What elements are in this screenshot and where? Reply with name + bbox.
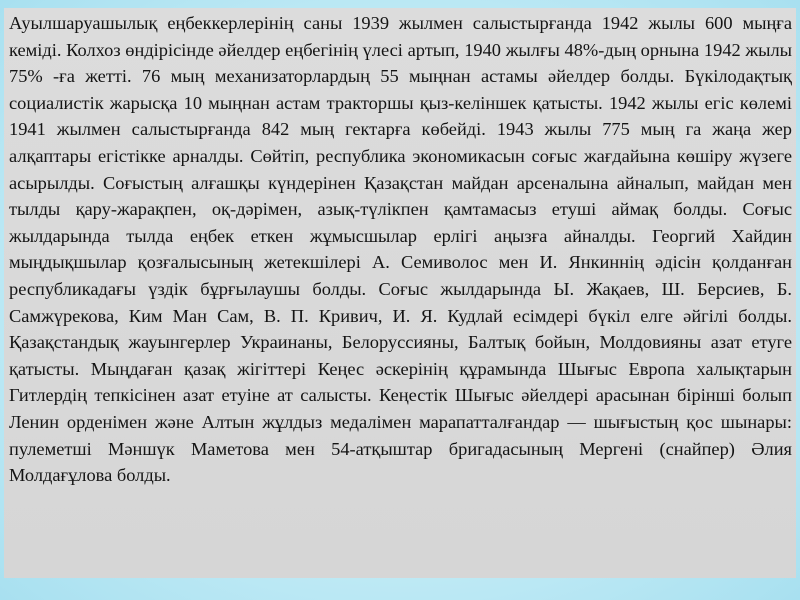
slide-body-text: Ауылшаруашылық еңбеккерлерінің саны 1939 жылмен салыстырғанда 1942 жылы 600 мыңға кеміді. Колхоз өндірісінде әйелдер еңбегінің үлесі артып, 1940 жылғы 48%-дың орнына 1942 жылы 75% -ға жетті. 76 мың механизаторлардың 55 мыңнан астамы әйелдер болды. Бүкілодақтық социалистік жарысқа 10 мыңнан астам тракторшы қыз-келіншек қатысты. 1942 жылы егіс көлемі 1941 жылмен салыстырғанда 842 мың гектарға көбейді. 1943 жылы 775 мың га жаңа жер алқаптары егістікке арналды. Сөйтіп, республика экономикасын соғыс жағдайына көшіру жүзеге асырылды. Соғыстың алғашқы күндерінен Қазақстан майдан арсеналына айналып, майдан мен тылды қару-жарақпен, оқ-дәрімен, азық-түлікпен қамтамасыз етуші аймақ болды. Соғыс жылдарында тылда еңбек еткен жұмысшылар ерлігі аңызға айналды. Георгий Хайдин мыңдықшылар қозғалысының жетекшілері А. Семиволос мен И. Янкиннің әдісін қолданған республикадағы үздік бұрғылаушы болды. Соғыс жылдарында Ы. Жақаев, Ш. Берсиев, Б. Самжүрекова, Ким Ман Сам, В. П. Кривич, И. Я. Кудлай есімдері бүкіл елге әйгілі болды. Қазақстандық жауынгерлер Украинаны, Белоруссияны, Балтық бойын, Молдовияны азат етуге қатысты. Мыңдаған қазақ жігіттері Кеңес әскерінің құрамында Шығыс Европа халықтарын Гитлердің тепкісінен азат етуіне ат салысты. Кеңестік Шығыс әйелдері арасынан бірінші болып Ленин орденімен және Алтын жұлдыз медалімен марапатталғандар — шығыстың қос шынары: пулеметші Мәншүк Маметова мен 54-атқыштар бригадасының Мергені (снайпер) Әлия Молдағұлова болды. xyxy=(9,13,792,486)
text-panel xyxy=(4,8,796,578)
